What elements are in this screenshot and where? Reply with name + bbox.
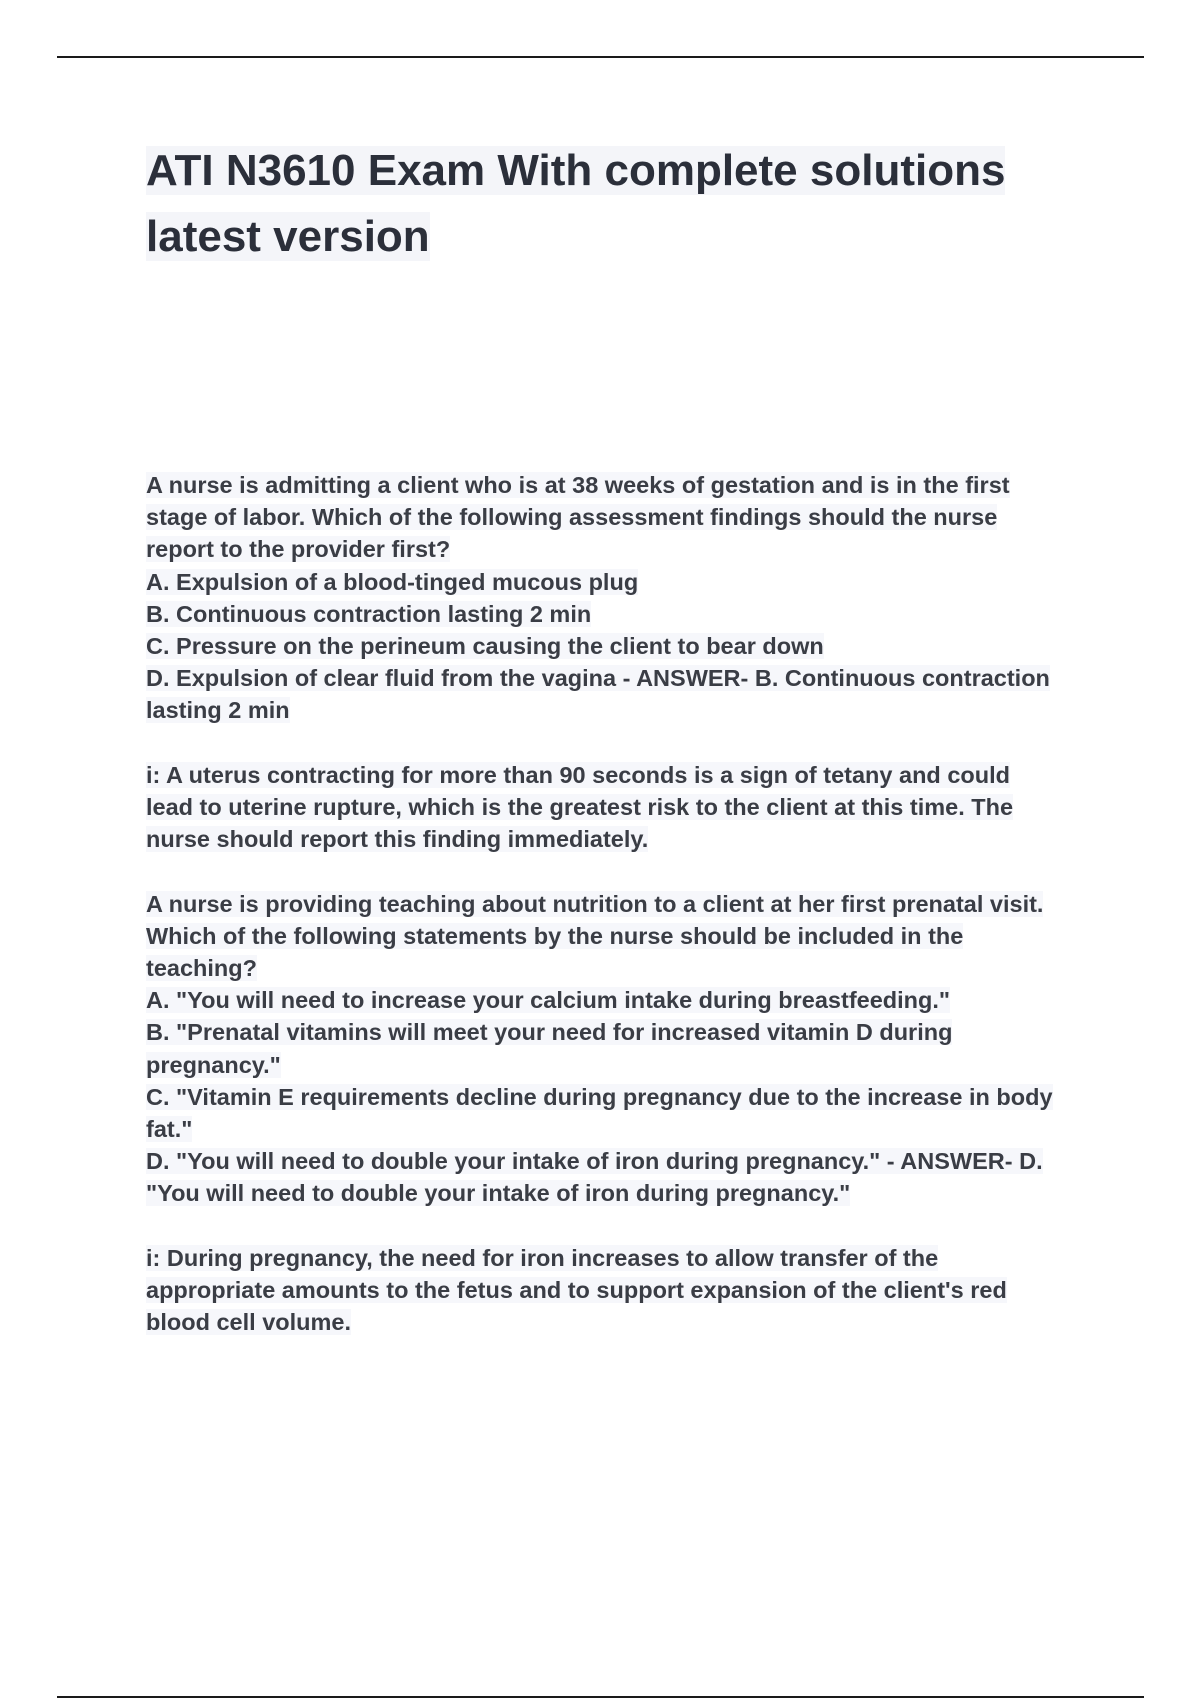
text-line: i: During pregnancy, the need for iron increases to allow transfer of the: [146, 1244, 939, 1271]
text-line: "You will need to double your intake of iron during pregnancy.": [146, 1180, 851, 1207]
text-line: lasting 2 min: [146, 697, 290, 724]
option-d-answer: D. Expulsion of clear fluid from the vagina - ANSWER- B. Continuous contraction: [146, 665, 1050, 692]
text-line: blood cell volume.: [146, 1309, 352, 1336]
text-line: stage of labor. Which of the following assessment findings should the nurse: [146, 504, 998, 531]
text-line: fat.": [146, 1116, 193, 1143]
text-line: A nurse is providing teaching about nutrition to a client at her first prenatal visit.: [146, 890, 1044, 917]
rationale-2: [146, 1242, 1146, 1339]
text-line: lead to uterine rupture, which is the greatest risk to the client at this time. The: [146, 794, 1014, 821]
text-line: nurse should report this finding immediately.: [146, 826, 649, 853]
option-a: A. Expulsion of a blood-tinged mucous plug: [146, 568, 639, 595]
text-line: A nurse is admitting a client who is at 38 weeks of gestation and is in the first: [146, 472, 1010, 498]
question-2: [146, 888, 1146, 1210]
option-b: B. Continuous contraction lasting 2 min: [146, 600, 592, 627]
text-line: report to the provider first?: [146, 536, 451, 563]
text-line: i: A uterus contracting for more than 90 seconds is a sign of tetany and could: [146, 761, 1010, 788]
option-c: C. "Vitamin E requirements decline during pregnancy due to the increase in body: [146, 1083, 1053, 1110]
text-line: Which of the following statements by the nurse should be included in the: [146, 922, 964, 949]
document-body: [146, 469, 1146, 1371]
rationale-1: [146, 759, 1146, 856]
question-1: [146, 469, 1146, 727]
option-a: A. "You will need to increase your calcium intake during breastfeeding.": [146, 987, 951, 1014]
text-line: pregnancy.": [146, 1051, 281, 1078]
title-line: latest version: [146, 212, 430, 261]
option-d-answer: D. "You will need to double your intake of iron during pregnancy." - ANSWER- D.: [146, 1148, 1043, 1175]
text-line: teaching?: [146, 955, 257, 982]
bottom-rule: [57, 1696, 1144, 1698]
option-b: B. "Prenatal vitamins will meet your need for increased vitamin D during: [146, 1019, 953, 1046]
page-title: [146, 138, 1146, 270]
option-c: C. Pressure on the perineum causing the client to bear down: [146, 633, 824, 660]
text-line: appropriate amounts to the fetus and to support expansion of the client's red: [146, 1277, 1007, 1304]
title-line: ATI N3610 Exam With complete solutions: [146, 146, 1006, 195]
top-rule: [57, 56, 1144, 58]
